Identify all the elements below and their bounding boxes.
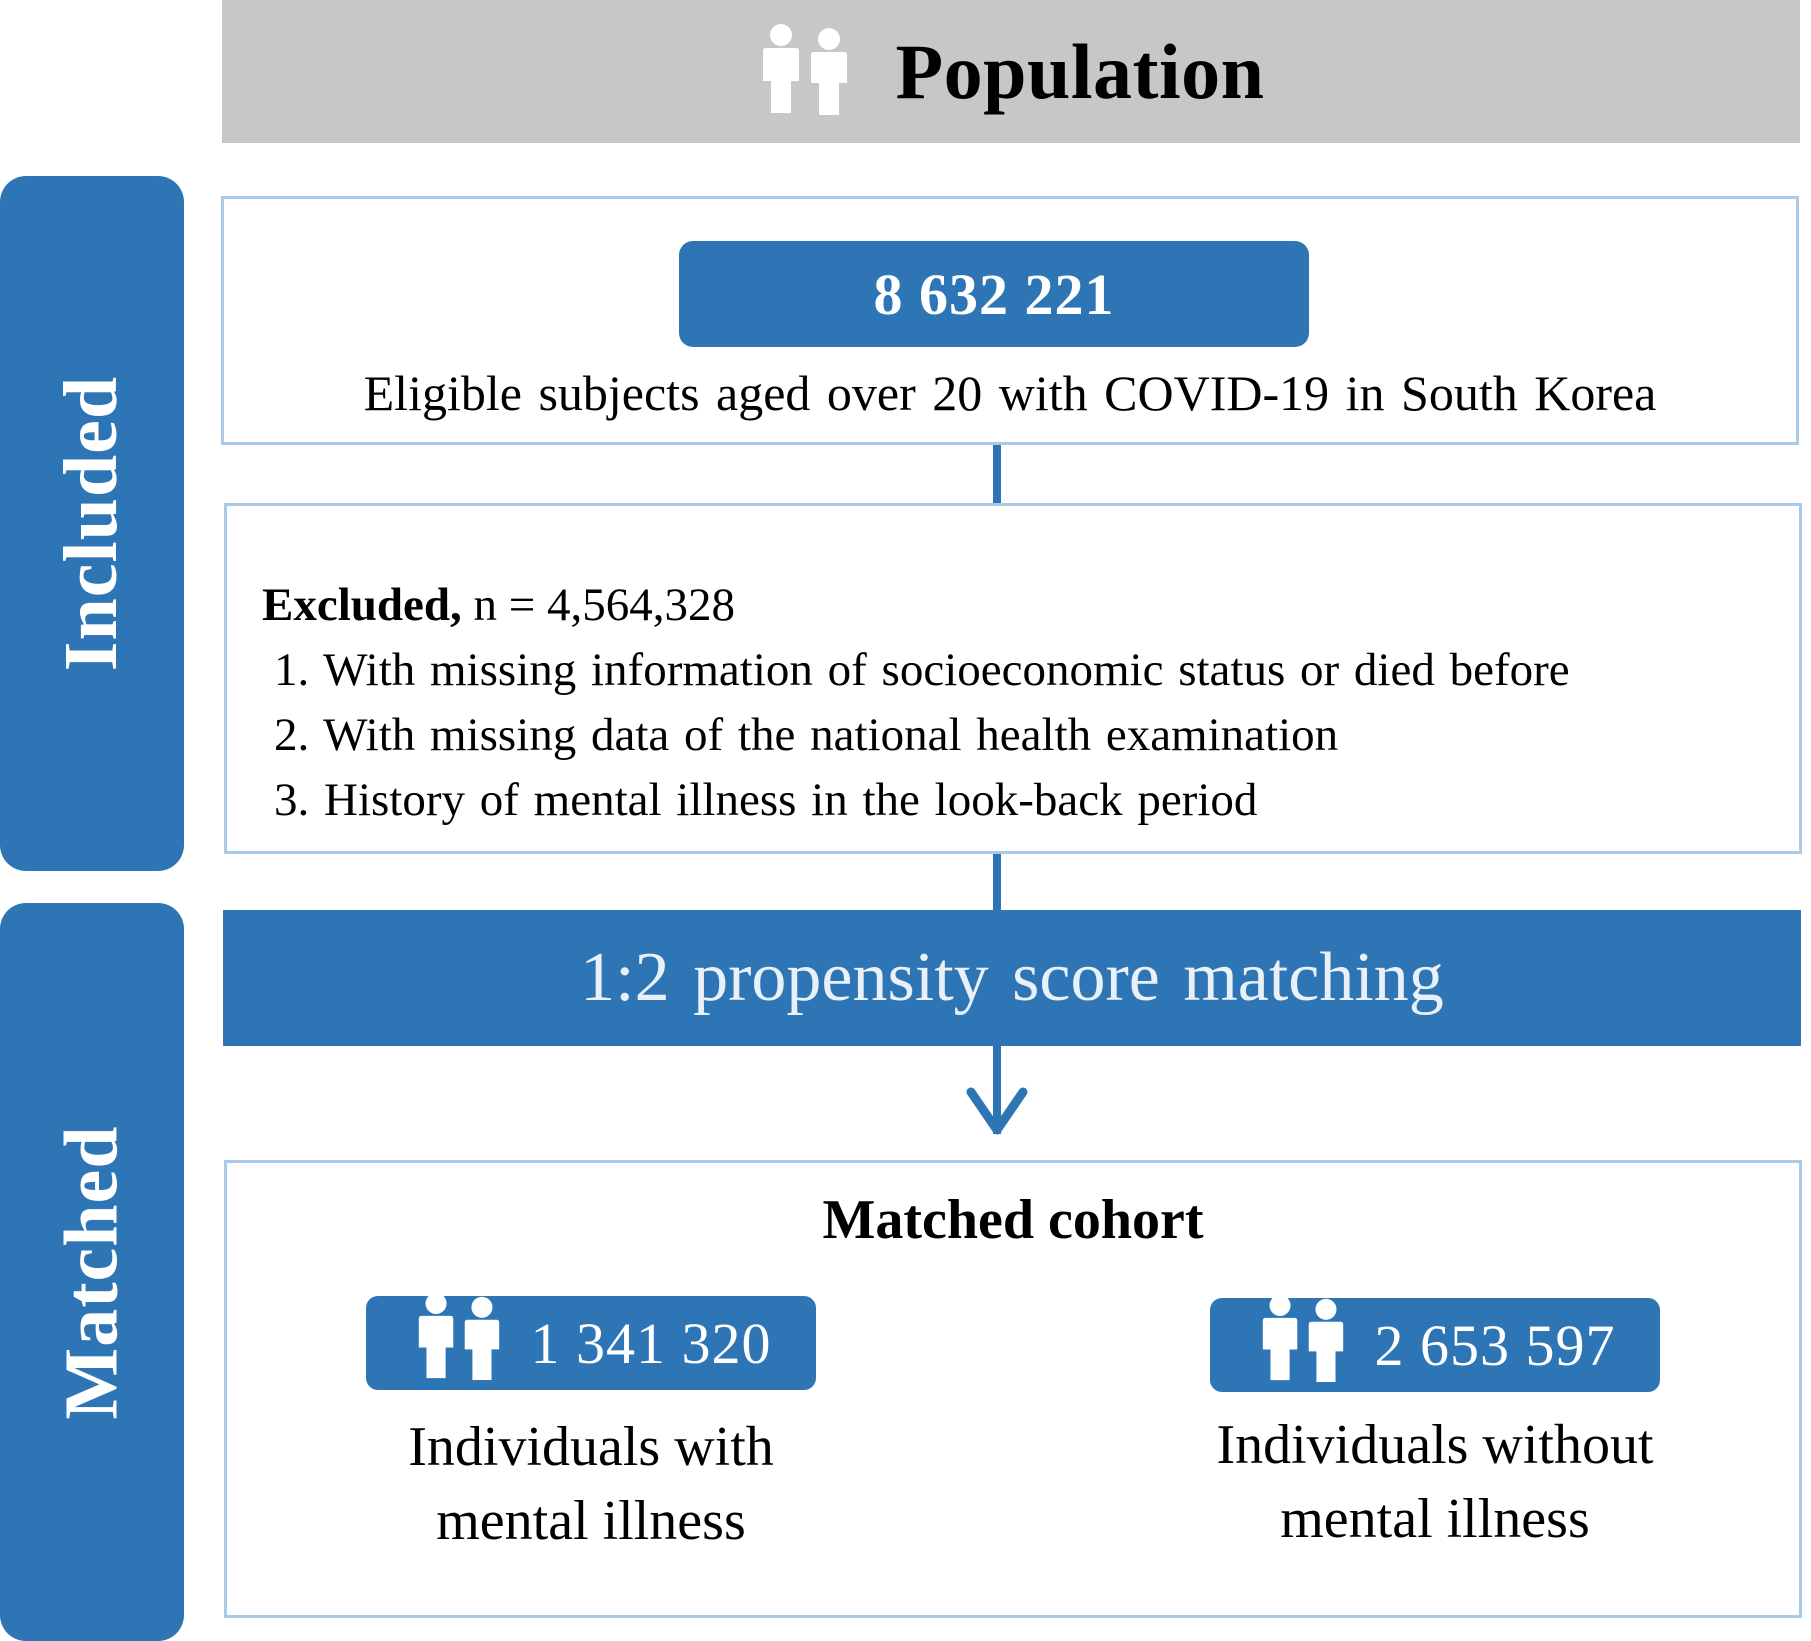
exclusion-label: Excluded, [262, 579, 462, 631]
eligible-count-pill: 8 632 221 [679, 241, 1309, 347]
stage-label-included-text: Included [49, 375, 134, 672]
group-without-label-line2: mental illness [1280, 1488, 1590, 1550]
stage-label-matched [0, 903, 184, 1641]
people-icon [757, 23, 853, 120]
group-with-count-pill [366, 1296, 816, 1390]
group-without-label [1160, 1408, 1710, 1556]
group-without-label-line1: Individuals without [1216, 1414, 1654, 1476]
matching-bar: 1:2 propensity score matching [223, 910, 1801, 1046]
population-header [222, 0, 1800, 143]
down-arrow-icon [965, 1086, 1029, 1138]
group-with-count: 1 341 320 [530, 1310, 772, 1376]
stage-label-matched-text: Matched [49, 1124, 134, 1420]
exclusion-item: 1. With missing information of socioeconomic status or died before [274, 644, 1570, 696]
exclusion-item: 2. With missing data of the national health examination [274, 709, 1339, 761]
group-with-label-line2: mental illness [436, 1490, 746, 1552]
matched-cohort-title: Matched cohort [822, 1189, 1204, 1251]
connector-line [993, 445, 1001, 503]
people-icon [411, 1292, 507, 1394]
connector-line [993, 854, 1001, 910]
group-with-label-line1: Individuals with [408, 1416, 774, 1478]
stage-label-included [0, 176, 184, 871]
exclusion-item: 3. History of mental illness in the look-back period [274, 774, 1258, 826]
exclusion-count: n = 4,564,328 [461, 579, 736, 631]
group-without-count: 2 653 597 [1374, 1312, 1616, 1378]
header-title: Population [895, 27, 1265, 115]
eligible-description: Eligible subjects aged over 20 with COVID-19 in South Korea [363, 365, 1657, 421]
group-with-label [341, 1410, 841, 1558]
exclusion-heading [262, 578, 735, 632]
people-icon [1255, 1294, 1351, 1396]
group-without-count-pill [1210, 1298, 1660, 1392]
